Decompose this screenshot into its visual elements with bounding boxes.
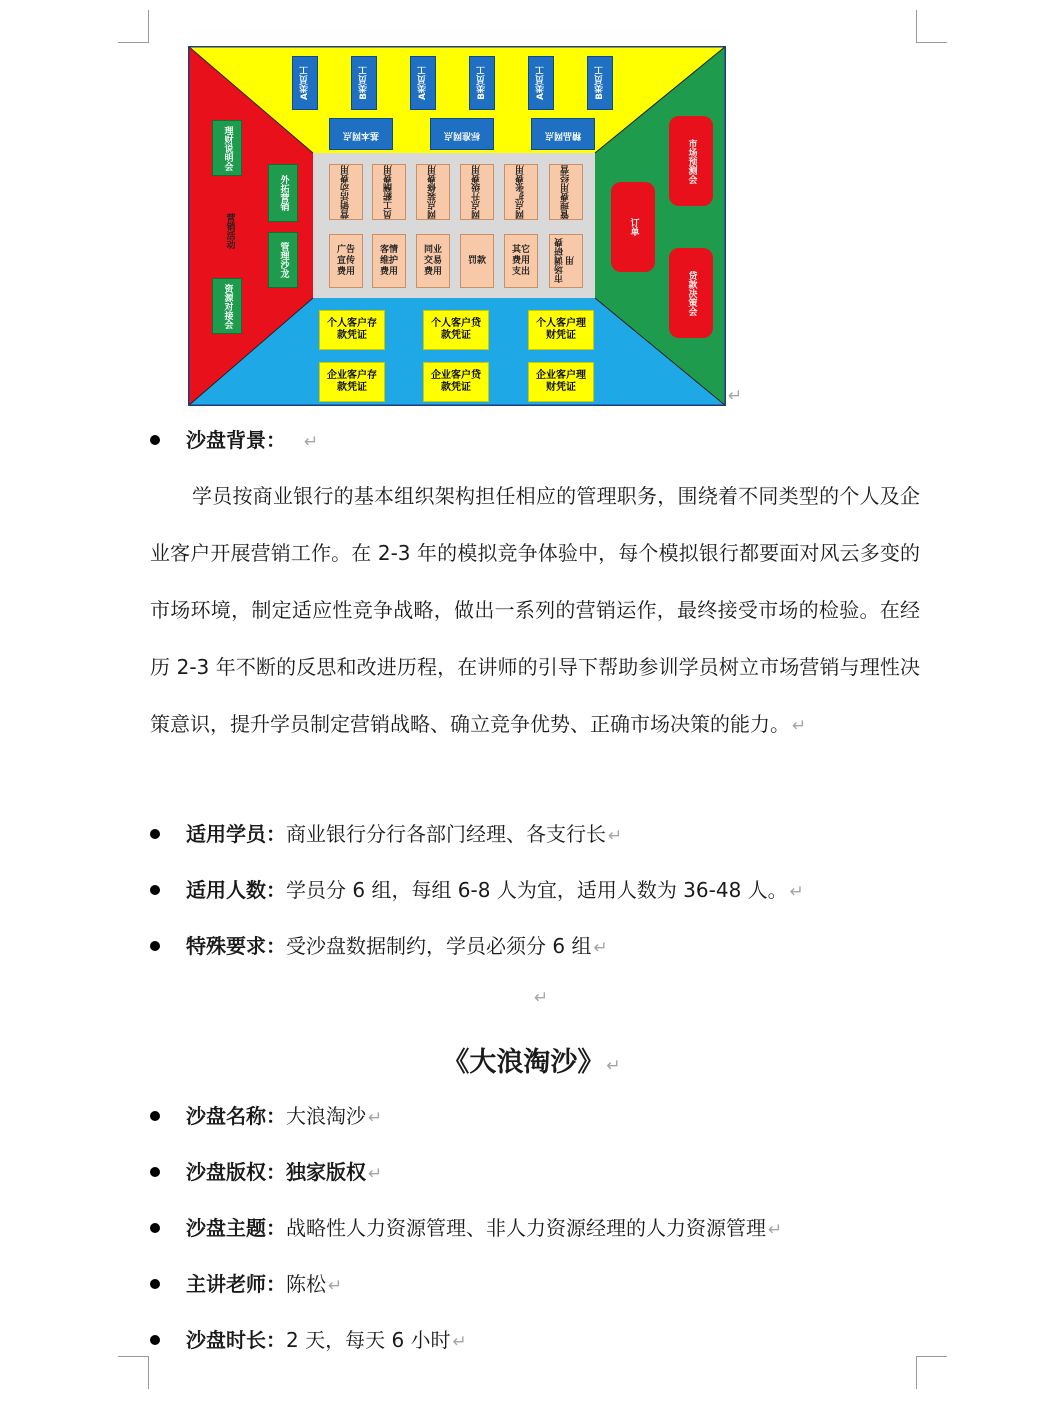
paragraph-mark: ↵ xyxy=(452,1332,467,1352)
info-value: 独家版权 xyxy=(286,1160,366,1184)
staff-box: B类员工 xyxy=(587,56,613,110)
staff-box: B类员工 xyxy=(351,56,377,110)
paragraph-mark: ↵ xyxy=(789,882,804,902)
outlet-box: 精品网点 xyxy=(531,118,595,150)
paragraph-mark: ↵ xyxy=(304,432,319,452)
paragraph-mark: ↵ xyxy=(593,938,608,958)
bullet-dot xyxy=(150,1111,160,1121)
expense-box: 网点扩张费用 xyxy=(504,164,538,220)
expense-box: 网点升级费用 xyxy=(460,164,494,220)
expense-box: 营销活动费用 xyxy=(329,164,363,220)
bullet-dot xyxy=(150,1167,160,1177)
corner-mark-top-right xyxy=(916,10,947,43)
info-label: 适用学员： xyxy=(186,822,286,846)
bullet-headcount xyxy=(150,876,804,906)
voucher-box: 企业客户存款凭证 xyxy=(319,362,385,402)
info-value: 商业银行分行各部门经理、各支行长 xyxy=(286,822,606,846)
bullet-duration xyxy=(150,1326,467,1356)
staff-box: A类员工 xyxy=(528,56,554,110)
expense-box: 客情维护费用 xyxy=(372,234,406,288)
right-item-box: 贷款决策会 xyxy=(669,248,713,338)
expense-box: 网点装修费用 xyxy=(416,164,450,220)
voucher-box: 个人客户存款凭证 xyxy=(319,310,385,350)
corner-mark-bottom-right xyxy=(916,1356,947,1389)
staff-box: A类员工 xyxy=(292,56,318,110)
bullet-dot xyxy=(150,1223,160,1233)
info-label: 特殊要求： xyxy=(186,934,286,958)
bullet-name xyxy=(150,1102,382,1132)
paragraph-mark: ↵ xyxy=(606,1056,621,1076)
bullet-copyright xyxy=(150,1158,382,1188)
voucher-box: 个人客户贷款凭证 xyxy=(423,310,489,350)
bullet-dot xyxy=(150,435,160,445)
paragraph-mark: ↵ xyxy=(728,386,743,406)
staff-box: B类员工 xyxy=(469,56,495,110)
info-value: 受沙盘数据制约，学员必须分 6 组 xyxy=(286,934,592,958)
outlet-box: 基本网点 xyxy=(329,118,393,150)
paragraph-mark: ↵ xyxy=(534,988,549,1008)
expense-box: 管理费用经营 xyxy=(549,164,583,220)
expense-box: 罚款 xyxy=(460,234,494,288)
right-item-box: 订单 xyxy=(611,182,655,272)
staff-box: A类员工 xyxy=(410,56,436,110)
document-title xyxy=(0,1040,1063,1079)
expense-box: 广告宣传费用 xyxy=(329,234,363,288)
info-label: 适用人数： xyxy=(186,878,286,902)
bullet-dot xyxy=(150,1279,160,1289)
right-item-box: 市场预测会 xyxy=(669,116,713,206)
voucher-box: 企业客户贷款凭证 xyxy=(423,362,489,402)
paragraph-mark: ↵ xyxy=(368,1164,383,1184)
paragraph-mark: ↵ xyxy=(328,1276,343,1296)
left-item-box: 资源对接会 xyxy=(212,278,242,334)
info-label: 沙盘主题： xyxy=(186,1216,286,1240)
expense-box: 市场调研费用 xyxy=(549,234,583,288)
bullet-requirement xyxy=(150,932,608,962)
title-text: 《大浪淘沙》 xyxy=(442,1047,605,1078)
background-text: 学员按商业银行的基本组织架构担任相应的管理职务，围绕着不同类型的个人及企业客户开展营销工作。在 2-3 年的模拟竞争体验中，每个模拟银行都要面对风云多变的市场环境，制定适应性竞争战略，做出一系列的营销运作，最终接受市场的检验。在经历 2-3 年不断的反思和改进历程，在讲师的引导下帮助参训学员树立市场营销与理性决策意识，提升学员制定营销战略、确立竞争优势、正确市场决策的能力。 xyxy=(150,484,920,736)
voucher-box: 企业客户理财凭证 xyxy=(528,362,594,402)
paragraph-mark: ↵ xyxy=(608,826,623,846)
expense-box: 同业交易费用 xyxy=(416,234,450,288)
expense-box: 其它费用支出 xyxy=(504,234,538,288)
info-value: 大浪淘沙 xyxy=(286,1104,366,1128)
expense-box: 员工薪酬费用 xyxy=(372,164,406,220)
corner-mark-bottom-left xyxy=(118,1356,149,1389)
left-item-box: 理财说明会 xyxy=(212,120,242,176)
bullet-dot xyxy=(150,829,160,839)
left-item-box: 管理沙龙 xyxy=(268,232,298,288)
voucher-box: 个人客户理财凭证 xyxy=(528,310,594,350)
sand-table-diagram xyxy=(188,46,726,406)
corner-mark-top-left xyxy=(118,10,149,43)
left-item-label: 营销活动 xyxy=(224,213,235,249)
bullet-theme xyxy=(150,1214,782,1244)
outlet-box: 标准网点 xyxy=(430,118,494,150)
paragraph-mark: ↵ xyxy=(768,1220,783,1240)
info-value: 陈松 xyxy=(286,1272,326,1296)
bullet-dot xyxy=(150,941,160,951)
bullet-lecturer xyxy=(150,1270,342,1300)
info-label: 主讲老师： xyxy=(186,1272,286,1296)
info-value: 2 天，每天 6 小时 xyxy=(286,1328,451,1352)
info-label: 沙盘版权： xyxy=(186,1160,286,1184)
bullet-audience xyxy=(150,820,622,850)
left-item-box: 外拓营销 xyxy=(268,164,298,222)
paragraph-mark: ↵ xyxy=(368,1108,383,1128)
bullet-dot xyxy=(150,885,160,895)
bullet-dot xyxy=(150,1335,160,1345)
info-value: 学员分 6 组，每组 6-8 人为宜，适用人数为 36-48 人。 xyxy=(286,878,788,902)
info-label: 沙盘时长： xyxy=(186,1328,286,1352)
info-label: 沙盘名称： xyxy=(186,1104,286,1128)
info-value: 战略性人力资源管理、非人力资源经理的人力资源管理 xyxy=(286,1216,766,1240)
paragraph-mark: ↵ xyxy=(792,716,807,736)
background-paragraph xyxy=(150,468,920,755)
bullet-background xyxy=(150,426,318,456)
background-label: 沙盘背景： xyxy=(186,428,286,452)
